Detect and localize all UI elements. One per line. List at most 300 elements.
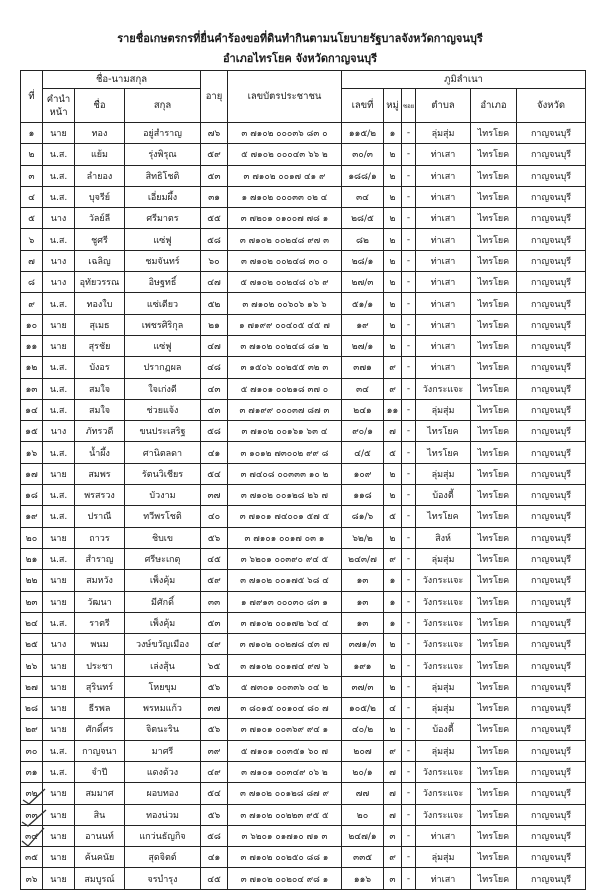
- row-citizen-id: ๓ ๗๑๐๒ ๐๐๒๒๓ ๙๕ ๕: [228, 804, 342, 825]
- row-number: ๔: [21, 186, 43, 207]
- row-moo: ๑: [384, 591, 402, 612]
- row-amphoe: ไทรโยค: [471, 250, 517, 271]
- row-province: กาญจนบุรี: [517, 208, 586, 229]
- row-house-no: ๒๔๓/๗: [342, 548, 384, 569]
- row-age: ๔๙: [201, 761, 228, 782]
- table-row: [21, 272, 586, 293]
- table-row: [21, 676, 586, 697]
- row-soi: -: [402, 463, 416, 484]
- row-soi: -: [402, 314, 416, 335]
- row-last-name: ปรากฏผล: [125, 357, 201, 378]
- row-house-no: ๘๑/๖: [342, 506, 384, 527]
- row-number: ๑: [21, 123, 43, 144]
- row-last-name: แดงด้วง: [125, 761, 201, 782]
- row-amphoe: ไทรโยค: [471, 719, 517, 740]
- table-row: [21, 463, 586, 484]
- row-soi: -: [402, 186, 416, 207]
- row-last-name: พรหมแก้ว: [125, 698, 201, 719]
- document-title: รายชื่อเกษตรกรที่ยื่นคำร้องขอที่ดินทำกินตามนโยบายรัฐบาลจังหวัดกาญจนบุรี: [117, 32, 483, 45]
- row-moo: ๗: [384, 783, 402, 804]
- row-moo: ๙: [384, 548, 402, 569]
- row-amphoe: ไทรโยค: [471, 506, 517, 527]
- row-age: ๕๒: [201, 293, 228, 314]
- row-tambon: วังกระแจะ: [416, 761, 471, 782]
- row-moo: ๒: [384, 676, 402, 697]
- table-row: [21, 123, 586, 144]
- row-age: ๓๗: [201, 698, 228, 719]
- row-number: ๓๖: [21, 868, 43, 889]
- row-citizen-id: ๓ ๗๑๐๒ ๐๐๑๒๘ ๘๗ ๙: [228, 783, 342, 804]
- row-province: กาญจนบุรี: [517, 144, 586, 165]
- row-last-name: ศานิตลดา: [125, 442, 201, 463]
- row-number: ๒๑: [21, 548, 43, 569]
- row-amphoe: ไทรโยค: [471, 570, 517, 591]
- row-age: ๕๓: [201, 165, 228, 186]
- table-row: [21, 357, 586, 378]
- row-citizen-id: ๕ ๗๑๐๑ ๐๐๒๑๘ ๓๗ ๐: [228, 378, 342, 399]
- row-house-no: ๑๐๙: [342, 463, 384, 484]
- row-last-name: ผอบทอง: [125, 783, 201, 804]
- row-first-name: อานนท์: [75, 825, 125, 846]
- row-tambon: ไทรโยค: [416, 442, 471, 463]
- header-first-name: ชื่อ: [75, 89, 125, 123]
- row-prefix: น.ส.: [43, 442, 75, 463]
- row-tambon: ลุ่มสุ่ม: [416, 740, 471, 761]
- row-last-name: ศรีมาตร: [125, 208, 201, 229]
- row-first-name: แย้ม: [75, 144, 125, 165]
- row-tambon: ท่าเสา: [416, 825, 471, 846]
- row-soi: -: [402, 399, 416, 420]
- row-tambon: ท่าเสา: [416, 293, 471, 314]
- row-tambon: ลุ่มสุ่ม: [416, 847, 471, 868]
- row-first-name: สมใจ: [75, 399, 125, 420]
- applicant-rows: [21, 123, 586, 890]
- row-house-no: ๒๐: [342, 804, 384, 825]
- row-moo: ๒: [384, 229, 402, 250]
- row-first-name: สุรชัย: [75, 335, 125, 356]
- row-citizen-id: ๓ ๗๑๐๒ ๐๐๑๗๔ ๙๗ ๖: [228, 655, 342, 676]
- row-province: กาญจนบุรี: [517, 719, 586, 740]
- row-tambon: ท่าเสา: [416, 250, 471, 271]
- row-house-no: ๒๔๗/๑: [342, 825, 384, 846]
- row-age: ๕๖: [201, 527, 228, 548]
- row-citizen-id: ๓ ๗๑๐๒ ๐๐๑๒๘ ๒๖ ๗: [228, 485, 342, 506]
- row-province: กาญจนบุรี: [517, 421, 586, 442]
- table-row: [21, 506, 586, 527]
- row-soi: -: [402, 421, 416, 442]
- row-province: กาญจนบุรี: [517, 485, 586, 506]
- row-amphoe: ไทรโยค: [471, 761, 517, 782]
- row-last-name: รุ่งพิรุณ: [125, 144, 201, 165]
- row-number: ๑๖: [21, 442, 43, 463]
- row-last-name: ศรีษะเกตุ: [125, 548, 201, 569]
- row-tambon: ท่าเสา: [416, 314, 471, 335]
- table-row: [21, 144, 586, 165]
- row-province: กาญจนบุรี: [517, 847, 586, 868]
- row-age: ๒๑: [201, 314, 228, 335]
- row-last-name: จรบำรุง: [125, 868, 201, 889]
- row-moo: ๒: [384, 527, 402, 548]
- row-moo: ๒: [384, 293, 402, 314]
- row-province: กาญจนบุรี: [517, 186, 586, 207]
- row-house-no: ๗๗: [342, 783, 384, 804]
- row-last-name: สิทธิโชติ: [125, 165, 201, 186]
- header-tambon: ตำบล: [416, 89, 471, 123]
- row-first-name: บังอร: [75, 357, 125, 378]
- row-prefix: นาย: [43, 868, 75, 889]
- row-amphoe: ไทรโยค: [471, 868, 517, 889]
- row-last-name: อยู่สำราญ: [125, 123, 201, 144]
- row-soi: -: [402, 612, 416, 633]
- row-citizen-id: ๓ ๖๒๐๑ ๐๑๗๑๐ ๗๑ ๓: [228, 825, 342, 846]
- row-age: ๕๔: [201, 463, 228, 484]
- row-amphoe: ไทรโยค: [471, 165, 517, 186]
- row-soi: -: [402, 740, 416, 761]
- row-house-no: ๖๒/๒: [342, 527, 384, 548]
- row-amphoe: ไทรโยค: [471, 314, 517, 335]
- row-first-name: วัฒนา: [75, 591, 125, 612]
- row-moo: ๓: [384, 825, 402, 846]
- row-tambon: ท่าเสา: [416, 229, 471, 250]
- row-prefix: น.ส.: [43, 378, 75, 399]
- row-prefix: นาย: [43, 719, 75, 740]
- row-house-no: ๓๔: [342, 186, 384, 207]
- row-house-no: ๒๐/๑: [342, 761, 384, 782]
- row-soi: -: [402, 698, 416, 719]
- row-last-name: ทวีพรโชติ: [125, 506, 201, 527]
- row-last-name: แซ่ฟู: [125, 335, 201, 356]
- row-house-no: ๒๗/๓: [342, 272, 384, 293]
- row-age: ๕๔: [201, 783, 228, 804]
- row-house-no: ๓๐/๓: [342, 144, 384, 165]
- row-province: กาญจนบุรี: [517, 123, 586, 144]
- row-tambon: ท่าเสา: [416, 335, 471, 356]
- row-number: ๑๔: [21, 399, 43, 420]
- applicant-table: [20, 70, 586, 890]
- row-province: กาญจนบุรี: [517, 655, 586, 676]
- row-last-name: จิตนะริน: [125, 719, 201, 740]
- row-soi: -: [402, 804, 416, 825]
- row-amphoe: ไทรโยค: [471, 272, 517, 293]
- row-province: กาญจนบุรี: [517, 612, 586, 633]
- row-amphoe: ไทรโยค: [471, 399, 517, 420]
- row-first-name: พนม: [75, 634, 125, 655]
- row-moo: ๒: [384, 485, 402, 506]
- row-soi: -: [402, 548, 416, 569]
- row-house-no: ๑๓: [342, 591, 384, 612]
- row-first-name: สมพร: [75, 463, 125, 484]
- row-amphoe: ไทรโยค: [471, 229, 517, 250]
- row-amphoe: ไทรโยค: [471, 740, 517, 761]
- row-age: ๕๓: [201, 612, 228, 633]
- row-soi: -: [402, 825, 416, 846]
- row-soi: -: [402, 655, 416, 676]
- row-amphoe: ไทรโยค: [471, 634, 517, 655]
- row-moo: ๒: [384, 463, 402, 484]
- row-house-no: ๑๓: [342, 612, 384, 633]
- row-number: ๒๒: [21, 570, 43, 591]
- table-row: [21, 570, 586, 591]
- row-prefix: นาย: [43, 698, 75, 719]
- row-soi: -: [402, 442, 416, 463]
- row-first-name: ชูศรี: [75, 229, 125, 250]
- header-age: อายุ: [201, 71, 228, 123]
- row-number: ๒๐: [21, 527, 43, 548]
- row-prefix: นาง: [43, 421, 75, 442]
- row-age: ๕๘: [201, 229, 228, 250]
- row-amphoe: ไทรโยค: [471, 186, 517, 207]
- table-row: [21, 527, 586, 548]
- row-soi: -: [402, 165, 416, 186]
- row-last-name: แกว่นธัญกิจ: [125, 825, 201, 846]
- row-prefix: นาย: [43, 847, 75, 868]
- row-province: กาญจนบุรี: [517, 676, 586, 697]
- row-number: ๑๑: [21, 335, 43, 356]
- table-row: [21, 634, 586, 655]
- row-amphoe: ไทรโยค: [471, 421, 517, 442]
- row-prefix: น.ส.: [43, 186, 75, 207]
- row-citizen-id: ๓ ๗๑๐๑ ๐๐๓๔๙ ๐๖ ๒: [228, 761, 342, 782]
- row-age: ๕๖: [201, 804, 228, 825]
- row-house-no: ๒๔๑: [342, 399, 384, 420]
- row-tambon: ไทรโยค: [416, 421, 471, 442]
- row-last-name: เอี่ยมผึ้ง: [125, 186, 201, 207]
- row-citizen-id: ๓ ๗๑๐๒ ๐๐๑๗ ๔๑ ๙: [228, 165, 342, 186]
- header-last-name: สกุล: [125, 89, 201, 123]
- row-tambon: วังกระแจะ: [416, 783, 471, 804]
- table-row: [21, 378, 586, 399]
- row-moo: ๒: [384, 208, 402, 229]
- row-amphoe: ไทรโยค: [471, 485, 517, 506]
- row-province: กาญจนบุรี: [517, 463, 586, 484]
- row-citizen-id: ๓ ๗๑๐๒ ๐๐๐๓๖ ๘๓ ๐: [228, 123, 342, 144]
- row-citizen-id: ๓ ๗๑๐๑ ๗๔๐๐๑ ๕๗ ๕: [228, 506, 342, 527]
- row-province: กาญจนบุรี: [517, 825, 586, 846]
- row-house-no: ๓๗/๓: [342, 676, 384, 697]
- row-age: ๓๙: [201, 740, 228, 761]
- row-prefix: น.ส.: [43, 761, 75, 782]
- row-age: ๕๘: [201, 421, 228, 442]
- row-province: กาญจนบุรี: [517, 229, 586, 250]
- row-last-name: ใจเก่งดี: [125, 378, 201, 399]
- row-first-name: ลำยอง: [75, 165, 125, 186]
- row-province: กาญจนบุรี: [517, 740, 586, 761]
- row-last-name: รัตนวิเชียร: [125, 463, 201, 484]
- row-prefix: นาย: [43, 527, 75, 548]
- row-house-no: ๑๐๕/๒: [342, 698, 384, 719]
- row-number: ๓๒: [21, 783, 43, 804]
- row-province: กาญจนบุรี: [517, 527, 586, 548]
- row-first-name: จำปี: [75, 761, 125, 782]
- table-row: [21, 548, 586, 569]
- row-soi: -: [402, 761, 416, 782]
- row-moo: ๗: [384, 804, 402, 825]
- row-house-no: ๓๓๕: [342, 847, 384, 868]
- row-last-name: ขนประเสริฐ: [125, 421, 201, 442]
- table-row: [21, 612, 586, 633]
- header-no: ที่: [21, 71, 43, 123]
- row-first-name: สมใจ: [75, 378, 125, 399]
- row-house-no: ๑๑๖: [342, 868, 384, 889]
- row-soi: -: [402, 293, 416, 314]
- row-citizen-id: ๓ ๗๑๐๒ ๐๐๒๔๘ ๙๗ ๓: [228, 229, 342, 250]
- document-subtitle: อำเภอไทรโยค จังหวัดกาญจนบุรี: [222, 52, 378, 65]
- row-first-name: ค้นคนัย: [75, 847, 125, 868]
- row-tambon: ท่าเสา: [416, 186, 471, 207]
- row-soi: -: [402, 847, 416, 868]
- row-citizen-id: ๓ ๖๒๐๑ ๐๐๓๙๐ ๙๔ ๕: [228, 548, 342, 569]
- row-tambon: ท่าเสา: [416, 357, 471, 378]
- row-province: กาญจนบุรี: [517, 399, 586, 420]
- row-tambon: วังกระแจะ: [416, 804, 471, 825]
- row-number: ๑๒: [21, 357, 43, 378]
- table-row: [21, 698, 586, 719]
- row-tambon: วังกระแจะ: [416, 570, 471, 591]
- row-number: ๒๘: [21, 698, 43, 719]
- row-number: ๓๐: [21, 740, 43, 761]
- row-soi: -: [402, 485, 416, 506]
- row-province: กาญจนบุรี: [517, 783, 586, 804]
- row-last-name: แซ่เตียว: [125, 293, 201, 314]
- row-soi: -: [402, 868, 416, 889]
- row-province: กาญจนบุรี: [517, 548, 586, 569]
- row-moo: ๒: [384, 165, 402, 186]
- row-moo: ๑๑: [384, 399, 402, 420]
- row-last-name: เพ็งคุ้ม: [125, 612, 201, 633]
- row-prefix: นาย: [43, 825, 75, 846]
- row-first-name: ประชา: [75, 655, 125, 676]
- row-province: กาญจนบุรี: [517, 293, 586, 314]
- row-house-no: ๘๒: [342, 229, 384, 250]
- row-citizen-id: ๓ ๗๑๐๑ ๐๐๑๗ ๐๓ ๑: [228, 527, 342, 548]
- row-last-name: มาศรี: [125, 740, 201, 761]
- row-soi: -: [402, 335, 416, 356]
- row-amphoe: ไทรโยค: [471, 655, 517, 676]
- row-age: ๔๕: [201, 868, 228, 889]
- row-number: ๘: [21, 272, 43, 293]
- row-first-name: เฉลิญ: [75, 250, 125, 271]
- table-row: [21, 335, 586, 356]
- row-first-name: ภัทรวดี: [75, 421, 125, 442]
- header-prefix: คำนำหน้า: [43, 89, 75, 123]
- table-row: [21, 485, 586, 506]
- row-soi: -: [402, 272, 416, 293]
- row-amphoe: ไทรโยค: [471, 676, 517, 697]
- row-prefix: น.ส.: [43, 548, 75, 569]
- row-house-no: ๔/๕: [342, 442, 384, 463]
- row-citizen-id: ๓ ๘๐๑๕ ๐๐๑๐๔ ๘๐ ๗: [228, 698, 342, 719]
- row-province: กาญจนบุรี: [517, 591, 586, 612]
- header-id: เลขบัตรประชาชน: [228, 71, 342, 123]
- row-age: ๔๗: [201, 335, 228, 356]
- row-moo: ๗: [384, 761, 402, 782]
- row-number: ๒๕: [21, 634, 43, 655]
- row-prefix: น.ส.: [43, 506, 75, 527]
- row-citizen-id: ๓ ๑๐๑๒ ๗๓๐๐๒ ๙๙ ๘: [228, 442, 342, 463]
- row-amphoe: ไทรโยค: [471, 208, 517, 229]
- row-citizen-id: ๓ ๗๔๐๘ ๐๐๓๓๓ ๑๐ ๒: [228, 463, 342, 484]
- row-tambon: ลุ่มสุ่ม: [416, 676, 471, 697]
- row-last-name: วงษ์ขวัญเมือง: [125, 634, 201, 655]
- row-tambon: ท่าเสา: [416, 868, 471, 889]
- row-age: ๔๕: [201, 548, 228, 569]
- row-tambon: ท่าเสา: [416, 165, 471, 186]
- row-number: ๑๘: [21, 485, 43, 506]
- row-province: กาญจนบุรี: [517, 634, 586, 655]
- row-amphoe: ไทรโยค: [471, 527, 517, 548]
- row-moo: ๑: [384, 570, 402, 591]
- header-house-no: เลขที่: [342, 89, 384, 123]
- row-tambon: บ้องตี้: [416, 719, 471, 740]
- row-first-name: ศักดิ์ศร: [75, 719, 125, 740]
- row-prefix: นาย: [43, 335, 75, 356]
- table-row: [21, 847, 586, 868]
- row-first-name: สุรินทร์: [75, 676, 125, 697]
- row-number: ๑๓: [21, 378, 43, 399]
- row-amphoe: ไทรโยค: [471, 847, 517, 868]
- row-amphoe: ไทรโยค: [471, 123, 517, 144]
- row-soi: -: [402, 506, 416, 527]
- row-age: ๕๙: [201, 144, 228, 165]
- row-house-no: ๑๑๘: [342, 485, 384, 506]
- row-tambon: วังกระแจะ: [416, 634, 471, 655]
- row-number: ๒๖: [21, 655, 43, 676]
- row-prefix: น.ส.: [43, 293, 75, 314]
- row-first-name: ถาวร: [75, 527, 125, 548]
- row-amphoe: ไทรโยค: [471, 463, 517, 484]
- row-house-no: ๓๔: [342, 378, 384, 399]
- row-house-no: ๒๘/๑: [342, 250, 384, 271]
- table-row: [21, 825, 586, 846]
- row-prefix: น.ส.: [43, 229, 75, 250]
- row-number: ๒๗: [21, 676, 43, 697]
- row-citizen-id: ๓ ๗๑๐๒ ๐๐๖๐๖ ๑๖ ๖: [228, 293, 342, 314]
- row-moo: ๙: [384, 357, 402, 378]
- row-province: กาญจนบุรี: [517, 165, 586, 186]
- row-number: ๒๔: [21, 612, 43, 633]
- row-tambon: ลุ่มสุ่ม: [416, 123, 471, 144]
- row-moo: ๒: [384, 634, 402, 655]
- table-row: [21, 208, 586, 229]
- row-number: ๑๕: [21, 421, 43, 442]
- header-province: จังหวัด: [517, 89, 586, 123]
- row-house-no: ๓๗๑/๓: [342, 634, 384, 655]
- row-tambon: บ้องตี้: [416, 485, 471, 506]
- row-last-name: แซ่ฟู: [125, 229, 201, 250]
- row-prefix: นาย: [43, 463, 75, 484]
- row-citizen-id: ๓ ๗๑๐๒ ๐๐๒๗๘ ๔๓ ๗: [228, 634, 342, 655]
- row-amphoe: ไทรโยค: [471, 548, 517, 569]
- row-amphoe: ไทรโยค: [471, 825, 517, 846]
- row-soi: -: [402, 250, 416, 271]
- row-last-name: บัวงาม: [125, 485, 201, 506]
- row-soi: -: [402, 570, 416, 591]
- row-first-name: วัลย์ลี: [75, 208, 125, 229]
- row-house-no: ๒๗/๑: [342, 335, 384, 356]
- table-row: [21, 591, 586, 612]
- row-age: ๕๖: [201, 676, 228, 697]
- row-number: ๖: [21, 229, 43, 250]
- row-moo: ๒: [384, 314, 402, 335]
- row-first-name: ปราณี: [75, 506, 125, 527]
- row-prefix: น.ส.: [43, 612, 75, 633]
- row-house-no: ๙๐/๑: [342, 421, 384, 442]
- row-age: ๕๘: [201, 825, 228, 846]
- row-last-name: ช่วยแจ้ง: [125, 399, 201, 420]
- row-soi: -: [402, 676, 416, 697]
- row-moo: ๙: [384, 740, 402, 761]
- row-amphoe: ไทรโยค: [471, 804, 517, 825]
